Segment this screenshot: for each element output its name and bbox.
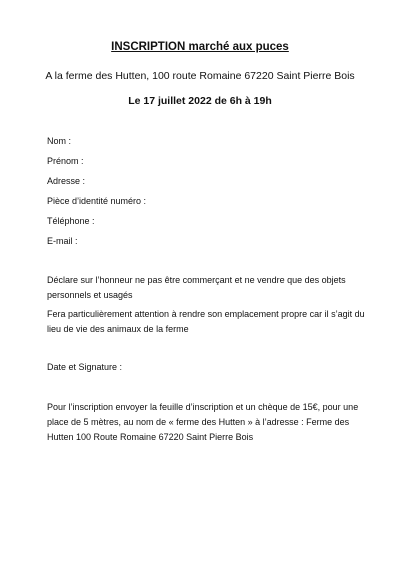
document-title: INSCRIPTION marché aux puces — [111, 41, 289, 53]
field-telephone: Téléphone : — [47, 216, 95, 226]
field-email: E-mail : — [47, 236, 78, 246]
attention-paragraph: Fera particulièrement attention à rendre son emplacement propre car il s’agit du lieu de vie des animaux de la ferme — [47, 309, 365, 334]
field-adresse: Adresse : — [47, 176, 86, 186]
signature-label: Date et Signature : — [47, 362, 123, 372]
event-date: Le 17 juillet 2022 de 6h à 19h — [128, 95, 272, 107]
event-address: A la ferme des Hutten, 100 route Romaine 67220 Saint Pierre Bois — [45, 70, 355, 82]
instructions-paragraph: Pour l’inscription envoyer la feuille d’inscription et un chèque de 15€, pour une place de 5 mètres, au nom de « ferme des Hutten » à l’adresse : Ferme des Hutten 100 Route Romaine 67220 Saint Pierre Bois — [47, 402, 359, 442]
field-nom: Nom : — [47, 136, 72, 146]
field-piece-identite: Pièce d’identité numéro : — [47, 196, 147, 206]
declaration-paragraph: Déclare sur l’honneur ne pas être commerçant et ne vendre que des objets personnels et usagés — [47, 275, 346, 300]
field-prenom: Prénom : — [47, 156, 84, 166]
